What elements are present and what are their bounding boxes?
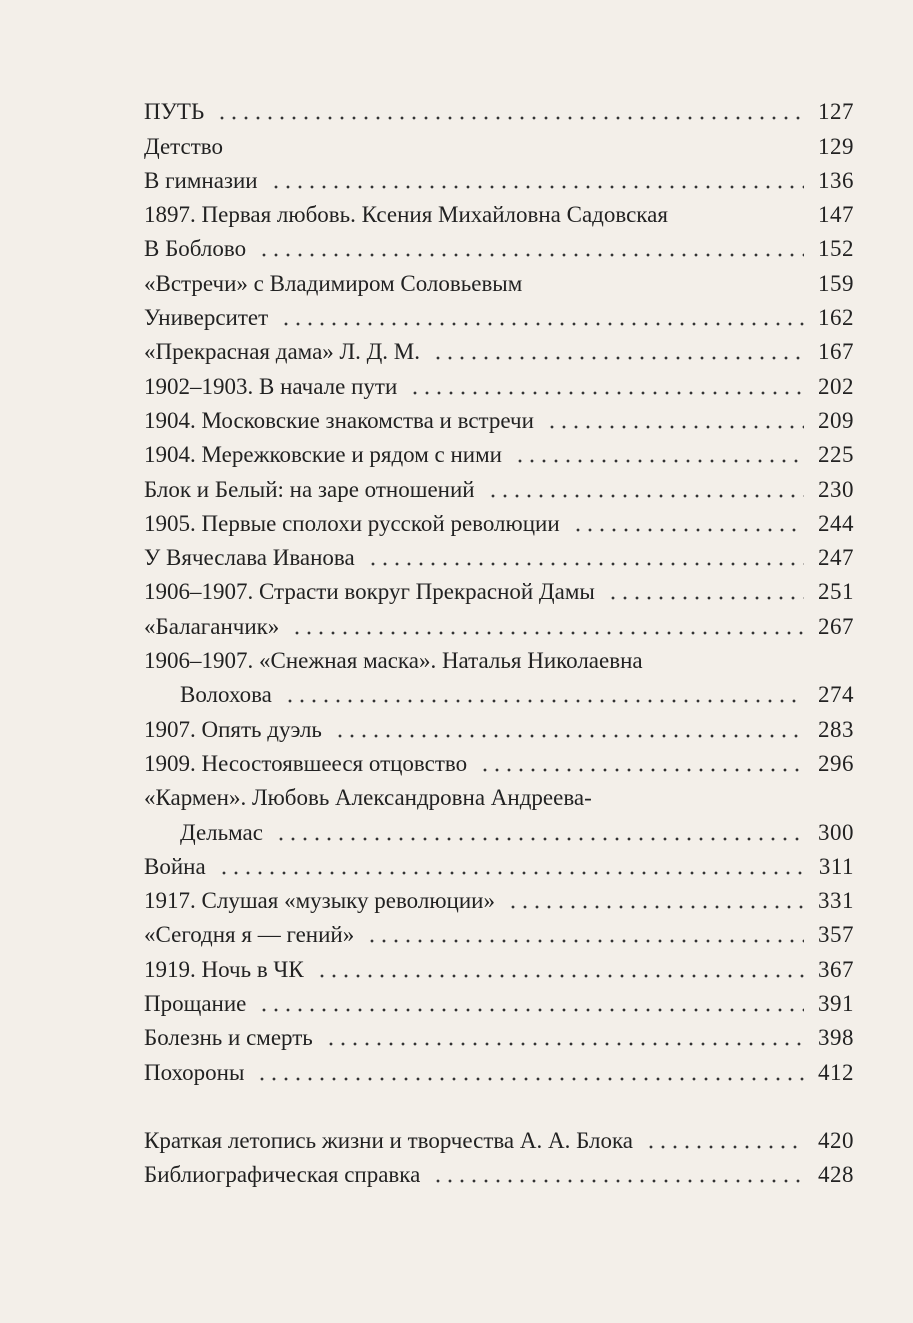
toc-entry <box>144 332 854 366</box>
toc-entry <box>144 572 854 606</box>
toc-entry-page: 296 <box>818 750 854 776</box>
toc-entry <box>144 161 854 195</box>
dot-leader <box>645 1145 804 1149</box>
section-gap <box>144 1087 854 1121</box>
toc-entry-title: «Прекрасная дама» Л. Д. М. <box>144 339 421 365</box>
toc-entry-page: 247 <box>818 545 854 571</box>
toc-entry-title: 1907. Опять дуэль <box>144 716 322 742</box>
toc-entry-page: 367 <box>818 956 854 982</box>
toc-entry-title: Похороны <box>144 1059 245 1085</box>
toc-entry <box>144 126 854 160</box>
toc-entry <box>144 606 854 640</box>
toc-entry-title: Блок и Белый: на заре отношений <box>144 476 475 502</box>
toc-entry-page: 162 <box>818 305 854 331</box>
toc-entry <box>144 469 854 503</box>
toc-entry <box>144 949 854 983</box>
dot-leader <box>258 253 804 257</box>
toc-entry-title: 1919. Ночь в ЧК <box>144 956 304 982</box>
dot-leader <box>284 699 804 703</box>
toc-entry <box>144 709 854 743</box>
toc-entry-title: Прощание <box>144 991 247 1017</box>
toc-entry-title: «Встречи» с Владимиром Соловьевым <box>144 270 523 296</box>
toc-entry-page: 147 <box>818 202 854 228</box>
toc-entry-page: 412 <box>818 1059 854 1085</box>
toc-entry-page: 136 <box>818 167 854 193</box>
toc-entry-page: 244 <box>818 510 854 536</box>
toc-entry-page: 391 <box>818 991 854 1017</box>
toc-entry <box>144 263 854 297</box>
toc-entry <box>144 812 854 846</box>
toc-entry <box>144 778 854 812</box>
toc-entry-title: 1904. Московские знакомства и встречи <box>144 407 534 433</box>
toc-entry <box>144 847 854 881</box>
dot-leader <box>487 494 804 498</box>
dot-leader <box>432 1179 804 1183</box>
toc-entry-title: В гимназии <box>144 167 258 193</box>
dot-leader <box>572 528 804 532</box>
toc-entry-title: «Кармен». Любовь Александровна Андреева- <box>144 785 592 811</box>
toc-entry-page: 428 <box>818 1162 854 1188</box>
dot-leader <box>325 1042 804 1046</box>
toc-entry-title: Краткая летопись жизни и творчества А. А. Блока <box>144 1127 634 1153</box>
toc-entry-page: 225 <box>818 442 854 468</box>
toc-entry <box>144 538 854 572</box>
toc-entry-title: ПУТЬ <box>144 99 205 125</box>
toc-entry <box>144 1018 854 1052</box>
toc-entry-page: 274 <box>818 682 854 708</box>
toc-entry <box>144 298 854 332</box>
toc-entry <box>144 435 854 469</box>
toc-entry <box>144 915 854 949</box>
toc-entry-page: 267 <box>818 613 854 639</box>
dot-leader <box>275 837 804 841</box>
dot-leader <box>514 459 804 463</box>
toc-entry-page: 159 <box>818 270 854 296</box>
toc-entry <box>144 366 854 400</box>
toc-entry-title: Библиографическая справка <box>144 1162 421 1188</box>
toc-entry <box>144 504 854 538</box>
toc-entry-title: Болезнь и смерть <box>144 1025 313 1051</box>
toc-entry-title: В Боблово <box>144 236 247 262</box>
toc-entry-title: Университет <box>144 305 269 331</box>
toc-entry <box>144 984 854 1018</box>
toc-entry-title: Детство <box>144 133 223 159</box>
dot-leader <box>607 596 804 600</box>
toc-entry-title: 1904. Мережковские и рядом с ними <box>144 442 502 468</box>
toc-entry <box>144 641 854 675</box>
dot-leader <box>256 1077 804 1081</box>
dot-leader <box>366 939 804 943</box>
toc-entry-title: Волохова <box>180 682 272 708</box>
toc-appendix-entry <box>144 1121 854 1155</box>
dot-leader <box>334 734 804 738</box>
dot-leader <box>270 185 804 189</box>
toc-entry <box>144 744 854 778</box>
table-of-contents <box>144 92 854 1189</box>
dot-leader <box>218 871 804 875</box>
toc-entry <box>144 1052 854 1086</box>
toc-entry-page: 127 <box>818 99 854 125</box>
toc-entry-title: 1902–1903. В начале пути <box>144 373 398 399</box>
toc-entry-title: 1905. Первые сполохи русской революции <box>144 510 560 536</box>
dot-leader <box>367 562 804 566</box>
toc-entry-title: 1909. Несостоявшееся отцовство <box>144 750 468 776</box>
toc-entry-title: Дельмас <box>180 819 263 845</box>
toc-entry-title: «Сегодня я — гений» <box>144 922 355 948</box>
toc-entry-title: 1917. Слушая «музыку революции» <box>144 888 495 914</box>
toc-entry-title: У Вячеслава Иванова <box>144 545 355 571</box>
toc-entry-page: 152 <box>818 236 854 262</box>
toc-entry-page: 331 <box>818 888 854 914</box>
dot-leader <box>216 116 804 120</box>
toc-entry-page: 202 <box>818 373 854 399</box>
toc-entry-page: 129 <box>818 133 854 159</box>
dot-leader <box>507 905 804 909</box>
toc-entry-page: 311 <box>818 853 854 879</box>
dot-leader <box>432 356 804 360</box>
toc-entry-page: 283 <box>818 716 854 742</box>
toc-entry <box>144 92 854 126</box>
toc-entry-title: 1906–1907. Страсти вокруг Прекрасной Дамы <box>144 579 595 605</box>
toc-entry-page: 209 <box>818 407 854 433</box>
toc-entry <box>144 401 854 435</box>
toc-entry-title: «Балаганчик» <box>144 613 280 639</box>
toc-entry-page: 300 <box>818 819 854 845</box>
dot-leader <box>316 974 804 978</box>
toc-entry-title: 1897. Первая любовь. Ксения Михайловна Садовская <box>144 202 668 228</box>
toc-entry <box>144 229 854 263</box>
dot-leader <box>409 391 804 395</box>
toc-entry-title: 1906–1907. «Снежная маска». Наталья Николаевна <box>144 648 643 674</box>
dot-leader <box>280 322 804 326</box>
dot-leader <box>291 631 804 635</box>
dot-leader <box>479 768 804 772</box>
toc-entry <box>144 675 854 709</box>
toc-entry <box>144 195 854 229</box>
toc-entry-page: 251 <box>818 579 854 605</box>
toc-appendix-entry <box>144 1155 854 1189</box>
toc-entry-page: 398 <box>818 1025 854 1051</box>
dot-leader <box>546 425 804 429</box>
toc-entry-page: 420 <box>818 1127 854 1153</box>
toc-entry <box>144 881 854 915</box>
toc-entry-page: 167 <box>818 339 854 365</box>
toc-entry-title: Война <box>144 853 206 879</box>
toc-entry-page: 357 <box>818 922 854 948</box>
toc-entry-page: 230 <box>818 476 854 502</box>
dot-leader <box>258 1008 804 1012</box>
